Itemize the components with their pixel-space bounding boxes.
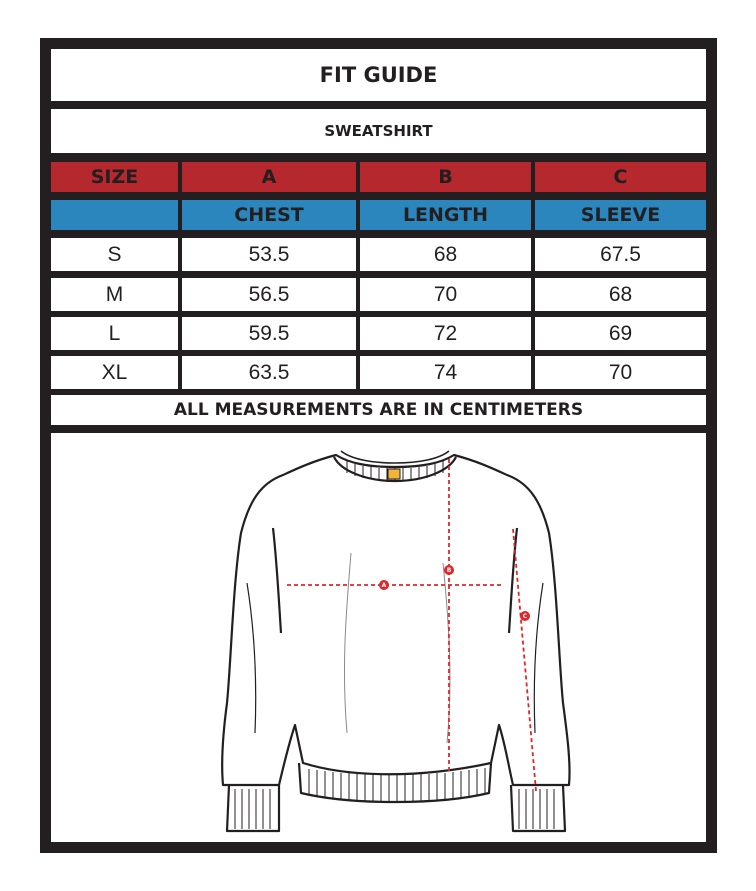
sleeve-measure-line	[513, 529, 536, 791]
table-cell: 63.5	[182, 356, 356, 389]
marker-c-label: C	[522, 613, 528, 621]
table-cell: 72	[360, 317, 531, 350]
table-cell: L	[51, 317, 178, 350]
sweatshirt-illustration	[51, 433, 706, 842]
body-outline	[222, 455, 569, 785]
table-cell: XL	[51, 356, 178, 389]
left-sleeve-seam	[273, 528, 281, 633]
header-size: SIZE	[51, 162, 178, 192]
label-length: LENGTH	[360, 200, 531, 230]
table-cell: 59.5	[182, 317, 356, 350]
fit-guide-table	[40, 38, 717, 853]
table-cell: 68	[360, 238, 531, 271]
table-cell: M	[51, 278, 178, 311]
table-cell: 53.5	[182, 238, 356, 271]
label-chest: CHEST	[182, 200, 356, 230]
table-cell: 70	[535, 356, 706, 389]
table-cell: 67.5	[535, 238, 706, 271]
label-sleeve: SLEEVE	[535, 200, 706, 230]
header-a: A	[182, 162, 356, 192]
units-note: ALL MEASUREMENTS ARE IN CENTIMETERS	[51, 395, 706, 425]
garment-type: SWEATSHIRT	[51, 109, 706, 153]
table-cell: 70	[360, 278, 531, 311]
page-title: FIT GUIDE	[51, 49, 706, 101]
table-cell: 68	[535, 278, 706, 311]
label-empty	[51, 200, 178, 230]
header-c: C	[535, 162, 706, 192]
table-cell: 69	[535, 317, 706, 350]
table-cell: S	[51, 238, 178, 271]
right-sleeve-seam	[509, 528, 517, 633]
sweatshirt-diagram	[51, 433, 706, 842]
marker-b-label: B	[446, 567, 452, 575]
table-cell: 74	[360, 356, 531, 389]
marker-a-label: A	[381, 582, 387, 590]
table-cell: 56.5	[182, 278, 356, 311]
header-b: B	[360, 162, 531, 192]
neck-label-icon	[388, 469, 400, 479]
